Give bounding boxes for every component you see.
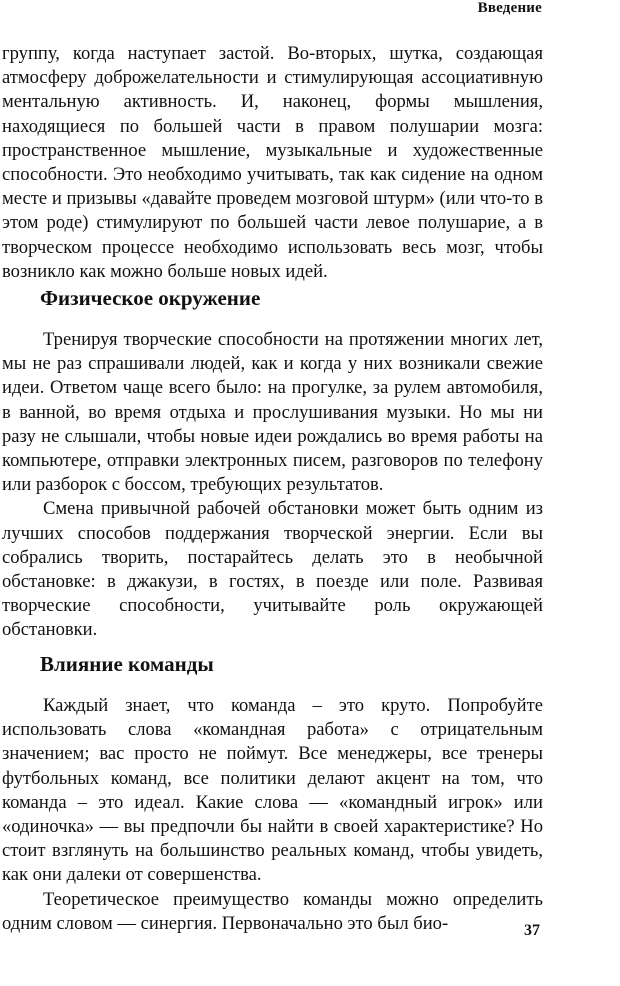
paragraph: Теоретическое преимущество команды можно определить одним словом — синергия. Первоначально это был био-	[2, 888, 543, 934]
section-team-influence-body	[2, 694, 543, 936]
section-heading-physical-environment: Физическое окружение	[40, 286, 261, 310]
running-head: Введение	[477, 0, 542, 16]
section-heading-team-influence: Влияние команды	[40, 652, 214, 676]
paragraph: Каждый знает, что команда – это круто. Попробуйте использовать слова «командная работа» с отрицательным значением; вас просто не поймут. Все менеджеры, все тренеры футбольных команд, все политики делают акцент на том, что команда – это идеал. Какие слова — «командный игрок» или «одиночка» — вы предпочли бы найти в своей характеристике? Но стоит взглянуть на большинство реальных команд, чтобы увидеть, как они далеки от совершенства.	[2, 695, 543, 886]
page-number: 37	[524, 922, 540, 939]
paragraph: Тренируя творческие способности на протяжении многих лет, мы не раз спрашивали людей, как и когда у них возникали свежие идеи. Ответом чаще всего было: на прогулке, за рулем автомобиля, в ванной, во время отдыха и прослушивания музыки. Но мы ни разу не слышали, чтобы новые идеи рождались во время работы на компьютере, отправки электронных писем, разговоров по телефону или разборок с боссом, требующих результатов.	[2, 329, 543, 496]
intro-text-block	[2, 42, 543, 284]
paragraph: Смена привычной рабочей обстановки может быть одним из лучших способов поддержания творческой энергии. Если вы собрались творить, постарайтесь делать это в необычной обстановке: в джакузи, в гостях, в поезде или поле. Развивая творческие способности, учитывайте роль окружающей обстановки.	[2, 498, 543, 641]
intro-paragraph: группу, когда наступает застой. Во-вторых, шутка, создающая атмосферу доброжелательности и стимулирующая ассоциативную ментальную активность. И, наконец, формы мышления, находящиеся по большей части в правом полушарии мозга: пространственное мышление, музыкальные и художественные способности. Это необходимо учитывать, так как сидение на одном месте и призывы «давайте проведем мозговой штурм» (или что-то в этом роде) стимулируют по большей части левое полушарие, а в творческом процессе необходимо использовать весь мозг, чтобы возникло как можно больше новых идей.	[2, 43, 543, 282]
section-physical-environment-body	[2, 328, 543, 643]
